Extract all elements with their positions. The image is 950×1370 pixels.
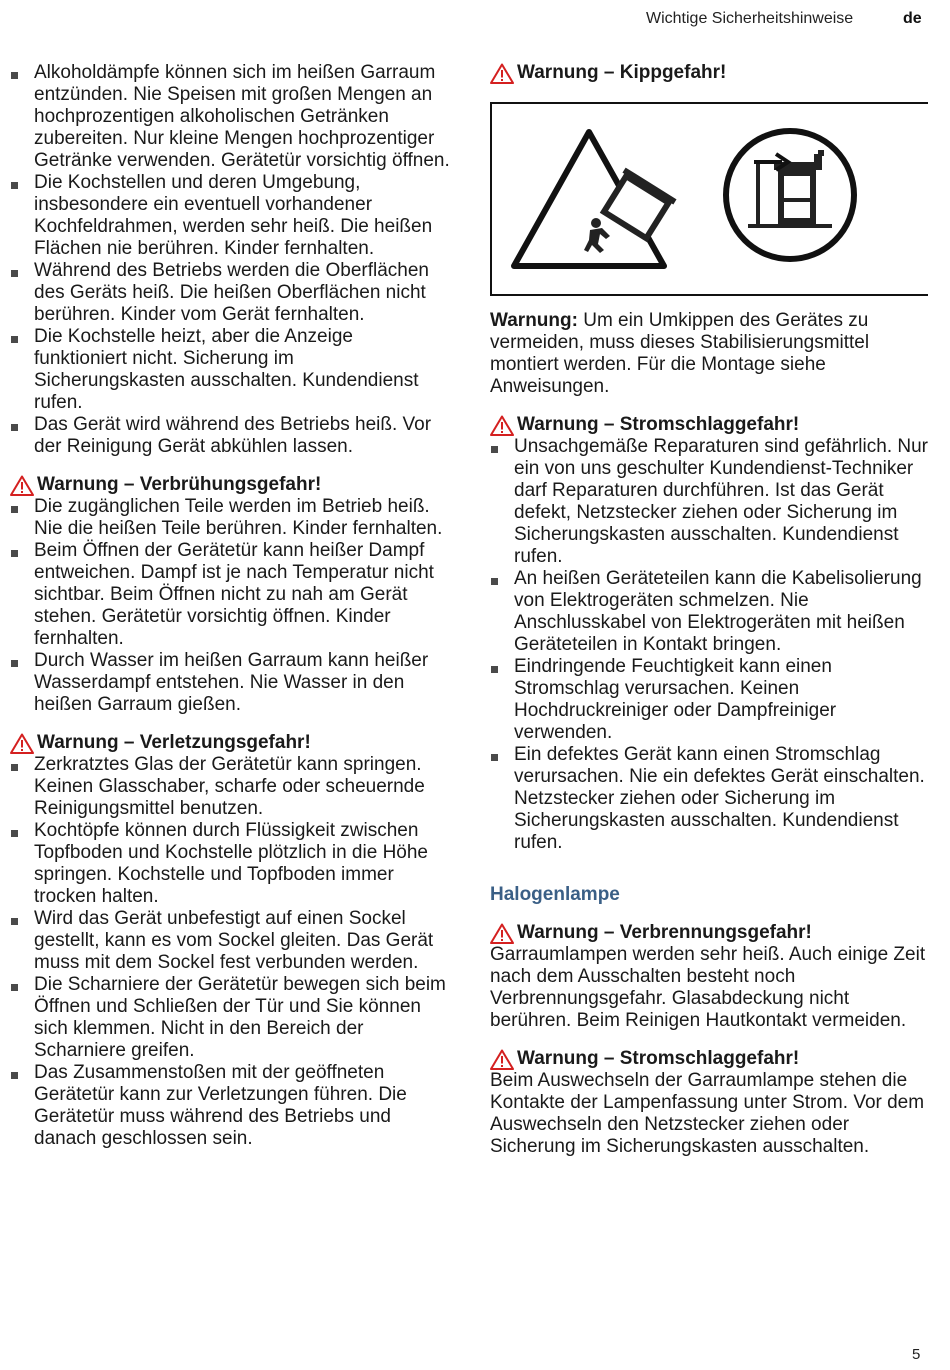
injury-warning-heading [10,732,450,754]
left-column [10,62,450,1150]
list-item: Die Kochstelle heizt, aber die Anzeige funktioniert nicht. Sicherung im Sicherungskasten ausschalten. Kundendienst rufen. [10,326,450,414]
warning-heading-text: Warnung – Verbrennungsgefahr! [517,922,812,943]
list-item: Zerkratztes Glas der Gerätetür kann springen. Keinen Glasschaber, scharfe oder scheuernde Reinigungsmittel benutzen. [10,754,450,820]
warning-triangle-icon [10,475,34,496]
list-item: Wird das Gerät unbefestigt auf einen Sockel gestellt, kann es vom Sockel gleiten. Das Gerät muss mit dem Sockel fest verbunden werden. [10,908,450,974]
scald-warning-heading [10,474,450,496]
list-item: Das Zusammenstoßen mit der geöffneten Gerätetür kann zur Verletzungen führen. Die Gerätetür muss während des Betriebs und danach geschlossen sein. [10,1062,450,1150]
tip-warning-text [490,310,930,398]
child-figure-icon [584,218,610,253]
section-title-halogen: Halogenlampe [490,884,620,905]
tip-over-illustration [490,102,928,296]
page-header [0,8,950,32]
general-hazard-list [10,62,450,458]
list-item: Die zugänglichen Teile werden im Betrieb heiß. Nie die heißen Teile berühren. Kinder fernhalten. [10,496,450,540]
warning-heading-text: Warnung – Verbrühungsgefahr! [37,474,322,495]
scald-warning-list [10,496,450,716]
warning-triangle-icon [490,63,514,84]
list-item: Die Kochstellen und deren Umgebung, insbesondere ein eventuell vorhandener Kochfeldrahmen, werden sehr heiß. Die heißen Flächen nie berühren. Kinder fernhalten. [10,172,450,260]
tip-warning-body: Um ein Umkippen des Gerätes zu vermeiden, muss dieses Stabilisierungsmittel montiert werden. Für die Montage siehe Anweisungen. [490,310,870,397]
list-item: Während des Betriebs werden die Oberflächen des Geräts heiß. Die heißen Oberflächen nicht berühren. Kinder vom Gerät fernhalten. [10,260,450,326]
shock2-warning-text: Beim Auswechseln der Garraumlampe stehen die Kontakte der Lampenfassung unter Strom. Vor dem Auswechseln den Netzstecker ziehen oder Sicherung im Sicherungskasten ausschalten. [490,1070,925,1157]
right-column [490,62,930,1158]
burn-warning-heading [490,922,930,944]
tip-warning-heading [490,62,930,84]
list-item: Die Scharniere der Gerätetür bewegen sich beim Öffnen und Schließen der Tür und Sie können sich klemmen. Nicht in den Bereich der Scharniere greifen. [10,974,450,1062]
warning-label: Warnung: [490,310,578,331]
warning-heading-text: Warnung – Kippgefahr! [517,62,727,83]
tilting-appliance-icon [598,168,676,244]
header-language: de [903,10,922,27]
list-item: Eindringende Feuchtigkeit kann einen Stromschlag verursachen. Keinen Hochdruckreiniger oder Dampfreiniger verwenden. [490,656,930,744]
list-item: Beim Öffnen der Gerätetür kann heißer Dampf entweichen. Dampf ist je nach Temperatur nicht sichtbar. Beim Öffnen nicht zu nah am Gerät stehen. Gerätetür vorsichtig öffnen. Kinder fernhalten. [10,540,450,650]
list-item: Das Gerät wird während des Betriebs heiß. Vor der Reinigung Gerät abkühlen lassen. [10,414,450,458]
list-item: Unsachgemäße Reparaturen sind gefährlich. Nur ein von uns geschulter Kundendienst-Techniker darf Reparaturen durchführen. Ist das Gerät defekt, Netzstecker ziehen oder Sicherung im Sicherungskasten ausschalten. Kundendienst rufen. [490,436,930,568]
list-item: Durch Wasser im heißen Garraum kann heißer Wasserdampf entstehen. Nie Wasser in den heißen Garraum gießen. [10,650,450,716]
tip-over-pictogram [492,104,928,294]
shock2-warning-heading [490,1048,930,1070]
warning-triangle-icon [490,1049,514,1070]
header-title: Wichtige Sicherheitshinweise [646,10,854,27]
page-number: 5 [912,1346,921,1363]
warning-triangle-icon [490,415,514,436]
injury-warning-list [10,754,450,1150]
warning-triangle-icon [490,923,514,944]
list-item: Kochtöpfe können durch Flüssigkeit zwischen Topfboden und Kochstelle plötzlich in die Höhe springen. Kochstelle und Topfboden immer trocken halten. [10,820,450,908]
warning-heading-text: Warnung – Stromschlaggefahr! [517,1048,800,1069]
warning-triangle-icon [10,733,34,754]
list-item: An heißen Geräteteilen kann die Kabelisolierung von Elektrogeräten schmelzen. Nie Anschlusskabel von Elektrogeräten mit heißen Geräteteilen in Kontakt bringen. [490,568,930,656]
warning-heading-text: Warnung – Verletzungsgefahr! [37,732,311,753]
list-item: Ein defektes Gerät kann einen Stromschlag verursachen. Nie ein defektes Gerät einschalten. Netzstecker ziehen oder Sicherung im Sicherungskasten ausschalten. Kundendienst rufen. [490,744,930,854]
shock-warning-list [490,436,930,854]
shock-warning-heading [490,414,930,436]
burn-warning-text: Garraumlampen werden sehr heiß. Auch einige Zeit nach dem Ausschalten besteht noch Verbrennungsgefahr. Glasabdeckung nicht berühren. Beim Reinigen Hautkontakt vermeiden. [490,944,926,1031]
warning-heading-text: Warnung – Stromschlaggefahr! [517,414,800,435]
list-item: Alkoholdämpfe können sich im heißen Garraum entzünden. Nie Speisen mit großen Mengen an hochprozentigen alkoholischen Getränken zubereiten. Nur kleine Mengen hochprozentiger Getränke verwenden. Gerätetür vorsichtig öffnen. [10,62,450,172]
